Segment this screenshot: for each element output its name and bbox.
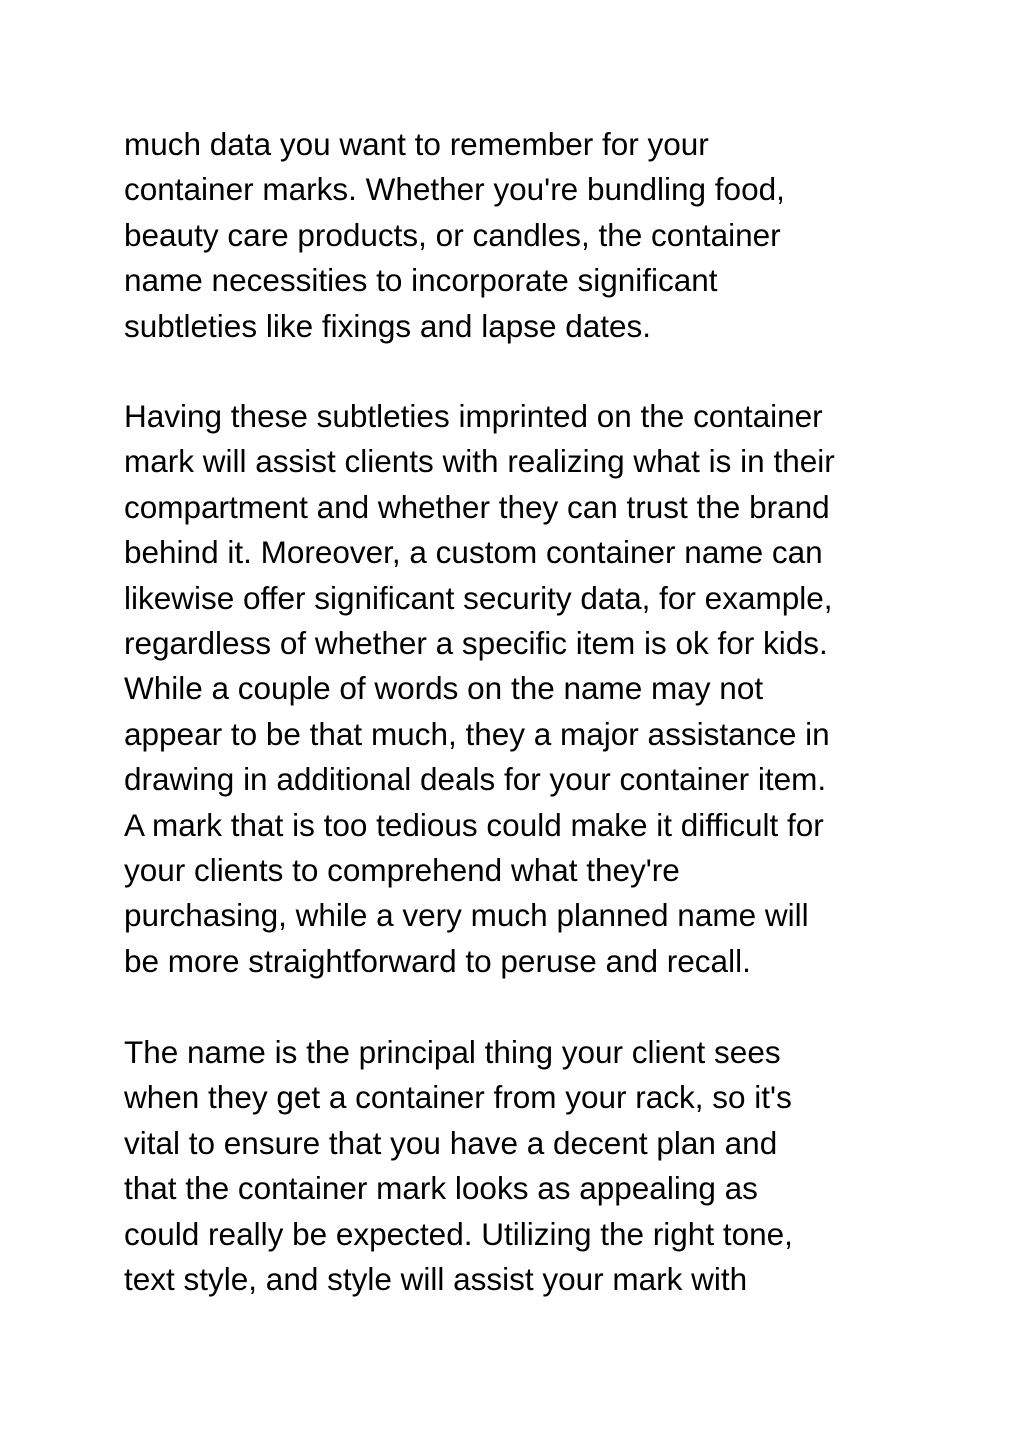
text-line: regardless of whether a specific item is ok for kids.: [124, 625, 828, 662]
paragraph-3: [124, 1030, 924, 1302]
text-line: The name is the principal thing your client sees: [124, 1034, 781, 1070]
text-line: purchasing, while a very much planned name will: [124, 897, 809, 934]
paragraph-2: [124, 394, 924, 984]
text-line: subtleties like fixings and lapse dates.: [124, 307, 652, 344]
text-line: mark will assist clients with realizing what is in their: [124, 443, 835, 480]
text-line: Having these subtleties imprinted on the container: [124, 398, 823, 434]
text-line: that the container mark looks as appealing as: [124, 1170, 758, 1207]
text-line: container marks. Whether you're bundling food,: [124, 171, 785, 208]
text-line: be more straightforward to peruse and recall.: [124, 942, 751, 979]
text-line: likewise offer significant security data, for example,: [124, 579, 833, 616]
text-line: While a couple of words on the name may not: [124, 670, 764, 707]
text-line: your clients to comprehend what they're: [124, 852, 680, 889]
text-line: when they get a container from your rack, so it's: [124, 1079, 792, 1116]
text-line: name necessities to incorporate significant: [124, 262, 718, 299]
text-line: behind it. Moreover, a custom container name can: [124, 534, 823, 571]
text-line: drawing in additional deals for your container item.: [124, 761, 827, 798]
text-line: text style, and style will assist your mark with: [124, 1261, 748, 1298]
text-line: A mark that is too tedious could make it difficult for: [124, 806, 824, 843]
text-line: beauty care products, or candles, the container: [124, 216, 781, 253]
text-line: compartment and whether they can trust the brand: [124, 488, 830, 525]
paragraph-1: [124, 122, 924, 349]
text-line: much data you want to remember for your: [124, 126, 709, 162]
text-line: could really be expected. Utilizing the right tone,: [124, 1215, 793, 1252]
text-line: appear to be that much, they a major assistance in: [124, 715, 830, 752]
text-line: vital to ensure that you have a decent plan and: [124, 1124, 778, 1161]
